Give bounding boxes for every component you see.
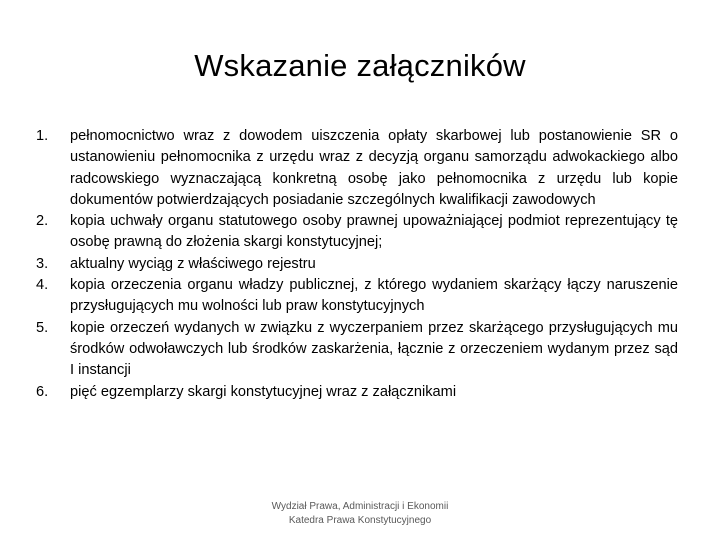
slide-title: Wskazanie załączników — [194, 48, 526, 83]
list-item-number: 1. — [36, 128, 49, 144]
slide-footer — [0, 500, 720, 528]
list-item — [36, 275, 678, 318]
list-item — [36, 382, 678, 403]
list-item — [36, 126, 678, 211]
list-item-number: 3. — [36, 255, 49, 272]
list-item-number: 5. — [36, 319, 49, 336]
list-item — [36, 254, 678, 275]
footer-faculty: Wydział Prawa, Administracji i Ekonomii — [271, 501, 449, 512]
footer-department: Katedra Prawa Konstytucyjnego — [288, 515, 432, 526]
list-item-text: kopia uchwały organu statutowego osoby prawnej upoważniającej podmiot reprezentujący tę osobę prawną do złożenia skargi konstytucyjnej; — [70, 213, 678, 251]
list-item-text: kopia orzeczenia organu władzy publicznej, z którego wydaniem skarżący łączy naruszenie przysługujących mu wolności lub praw konstytucyjnych — [70, 277, 678, 315]
list-item-text: pięć egzemplarzy skargi konstytucyjnej wraz z załącznikami — [70, 383, 457, 400]
list-item-text: aktualny wyciąg z właściwego rejestru — [70, 255, 316, 272]
attachments-list — [36, 126, 678, 403]
list-item-text: pełnomocnictwo wraz z dowodem uiszczenia opłaty skarbowej lub postanowienie SR o ustanowieniu pełnomocnika z urzędu wraz z decyzją organu samorządu adwokackiego albo radcowskiego wyznaczającą konkretną osobę jako pełnomocnika z urzędu lub kopie dokumentów potwierdzających posiadanie szczególnych kwalifikacji zawodowych — [70, 128, 678, 208]
list-item-text: kopie orzeczeń wydanych w związku z wyczerpaniem przez skarżącego przysługujących mu środków odwoławczych lub środków zaskarżenia, łącznie z orzeczeniem wydanym przez sąd I instancji — [70, 319, 678, 379]
list-item — [36, 211, 678, 254]
list-item-number: 6. — [36, 383, 49, 400]
list-item — [36, 318, 678, 382]
list-item-number: 2. — [36, 213, 49, 230]
list-item-number: 4. — [36, 277, 49, 294]
